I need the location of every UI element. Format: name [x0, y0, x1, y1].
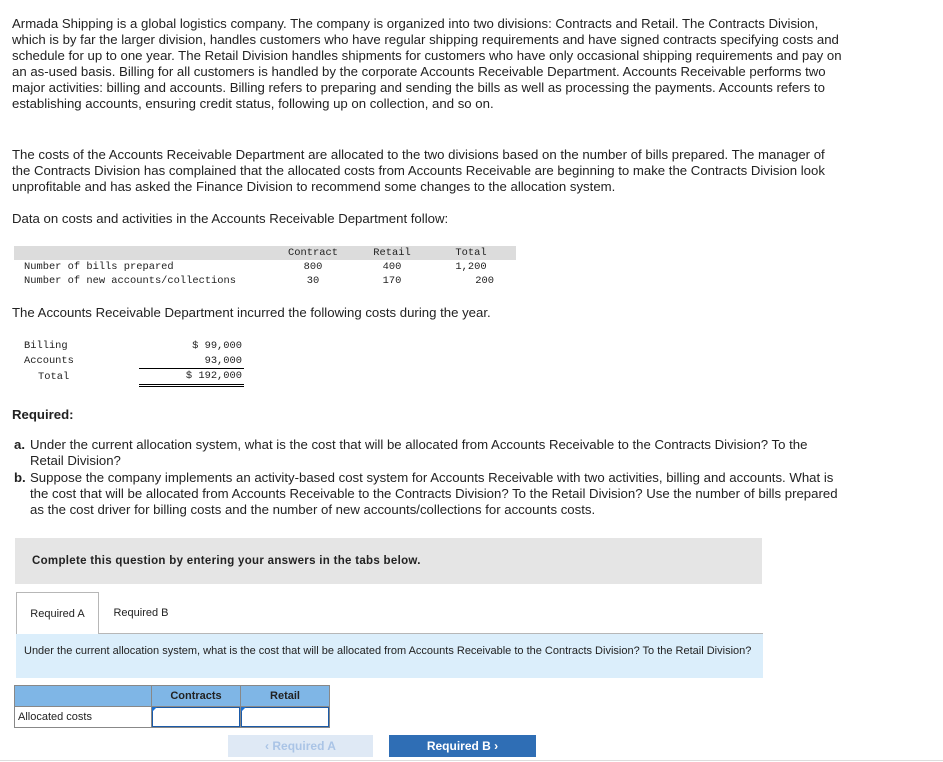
cost-total-label: Total — [38, 370, 70, 383]
intro-paragraph-1: Armada Shipping is a global logistics company. The company is organized into two divisions: Contracts and Retail. The Contracts Division, which is by far the larger division, handles customers who have regular shipping requirements and have signed contracts specifying costs and schedule for up to one year. The Retail Division handles shipments for customers who have only occasional shipping requirements and pay on an as-used basis. Billing for all customers is handled by the corporate Accounts Receivable Department. Accounts Receivable performs two major activities: billing and accounts. Billing refers to preparing and sending the bills as well as processing the payments. Accounts refers to establishing accounts, ensuring credit status, following up on collection, and so on. — [12, 16, 842, 111]
answer-header-blank — [15, 686, 152, 707]
activity-table-header — [14, 246, 516, 260]
table-row — [14, 339, 244, 354]
item-text: Suppose the company implements an activity-based cost system for Accounts Receivable with two activities, billing and accounts. What is the cost that will be allocated from Accounts Receivable to the Contracts Division? To the Retail Division? Use the number of bills prepared as the cost driver for billing costs and the number of new accounts/collections for accounts costs. — [30, 470, 838, 517]
header-retail: Retail — [358, 246, 426, 260]
answer-header-retail: Retail — [241, 686, 330, 707]
cell-contract: 30 — [306, 275, 320, 287]
intro-paragraph-2: The costs of the Accounts Receivable Department are allocated to the two divisions based on the number of bills prepared. The manager of the Contracts Division has complained that the allocated costs from Accounts Receivable are beginning to make the Contracts Division look unprofitable and has asked the Finance Division to recommend some changes to the allocation system. — [12, 147, 825, 194]
tab-required-a[interactable]: Required A — [16, 592, 99, 634]
table-row — [15, 707, 330, 728]
costs-table — [14, 339, 244, 387]
tab-required-b[interactable]: Required B — [113, 607, 169, 619]
costs-intro: The Accounts Receivable Department incurred the following costs during the year. — [12, 305, 491, 320]
table-row — [14, 274, 516, 288]
input-marker-icon — [241, 707, 246, 712]
answer-cell-contracts — [152, 707, 241, 728]
item-letter: a. — [14, 437, 25, 452]
cell-contract: 800 — [303, 261, 323, 273]
header-total: Total — [426, 246, 516, 260]
item-text: Under the current allocation system, what is the cost that will be allocated from Accounts Receivable to the Contracts Division? To the Retail Division? — [30, 437, 808, 468]
input-marker-icon — [152, 707, 157, 712]
answer-table-header — [15, 686, 330, 707]
item-letter: b. — [14, 470, 26, 485]
row-label: Number of bills prepared — [24, 261, 174, 273]
header-contract: Contract — [268, 246, 358, 260]
retail-cost-input[interactable] — [241, 707, 329, 727]
cost-label: Billing — [24, 340, 68, 353]
question-text: Under the current allocation system, what is the cost that will be allocated from Accounts Receivable to the Contracts Division? To the Retail Division? — [24, 645, 752, 657]
table-row — [14, 354, 244, 369]
table-row — [14, 260, 516, 274]
instructions-banner: Complete this question by entering your answers in the tabs below. — [15, 538, 762, 584]
list-item — [14, 470, 844, 518]
cost-total-value: $ 192,000 — [139, 369, 244, 386]
list-item — [14, 437, 844, 469]
answer-cell-retail — [241, 707, 330, 728]
cell-retail: 400 — [382, 261, 402, 273]
cell-total: 1,200 — [455, 261, 487, 273]
cost-label: Accounts — [24, 355, 74, 367]
footer-divider — [0, 760, 943, 761]
answer-row-label: Allocated costs — [15, 707, 152, 728]
table-row — [14, 369, 244, 386]
question-box — [16, 634, 763, 678]
chevron-left-icon: ‹ — [265, 739, 270, 753]
row-label: Number of new accounts/collections — [24, 275, 237, 287]
contracts-cost-input[interactable] — [152, 707, 240, 727]
cost-value: 93,000 — [204, 354, 242, 367]
prev-tab-label: Required A — [272, 739, 336, 753]
activity-table — [14, 246, 516, 288]
cell-retail: 170 — [382, 275, 402, 287]
required-title: Required: — [12, 407, 74, 422]
intro-paragraph-3: Data on costs and activities in the Accounts Receivable Department follow: — [12, 211, 449, 226]
next-tab-label: Required B — [426, 739, 491, 753]
header-blank — [14, 246, 268, 260]
cost-value: $ 99,000 — [192, 340, 242, 353]
cell-total: 200 — [475, 275, 494, 287]
required-list — [14, 437, 844, 519]
chevron-right-icon: › — [494, 739, 499, 753]
prev-tab-button[interactable] — [228, 735, 373, 757]
answer-header-contracts: Contracts — [152, 686, 241, 707]
next-tab-button[interactable] — [389, 735, 536, 757]
answer-table — [14, 685, 330, 728]
